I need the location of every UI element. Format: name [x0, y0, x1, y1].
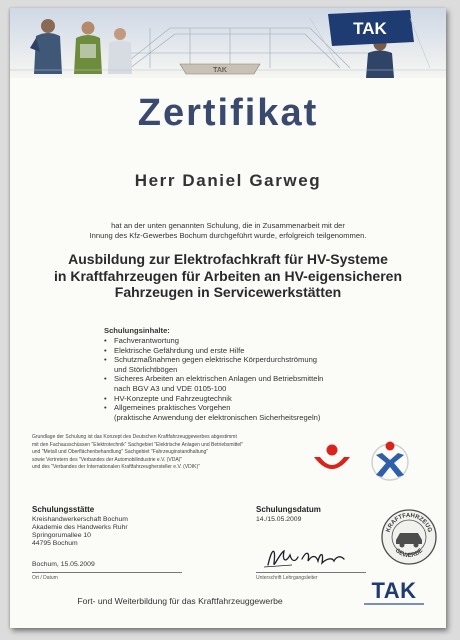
dguv-logo — [310, 441, 354, 479]
intro-line: hat an der unten genannten Schulung, die in Zusammenarbeit mit der — [111, 221, 345, 230]
legal-line: und "Metall und Oberflächenbehandlung" Sachgebiet "Fahrzeuginstandhaltung" — [32, 449, 209, 456]
list-item: • Sicheres Arbeiten an elektrischen Anlagen und Betriebsmitteln nach BGV A3 und VDE 0105-100 — [104, 374, 394, 393]
certificate-page — [10, 8, 446, 628]
sign-text: TAK — [353, 19, 387, 38]
course-title-line: Fahrzeugen in Servicewerkstätten — [114, 284, 342, 300]
course-title-line: Ausbildung zur Elektrofachkraft für HV-Systeme — [68, 251, 388, 267]
certificate-title: Zertifikat — [137, 92, 319, 134]
intro-line: Innung des Kfz-Gewerbes Bochum durchgeführt wurde, erfolgreich teilgenommen. — [89, 231, 367, 240]
address-line: 44795 Bochum — [32, 540, 78, 547]
course-title-line: in Kraftfahrzeugen für Arbeiten an HV-eigensicheren — [54, 267, 402, 284]
schulungsstaette-heading: Schulungsstätte — [32, 505, 95, 514]
list-item: • Elektrische Gefährdung und erste Hilfe — [104, 346, 394, 356]
address-line: Akademie des Handwerks Ruhr — [32, 524, 128, 531]
legal-line: mit den Fachausschüssen "Elektrotechnik" Sachgebiet "Elektrische Anlagen und Betriebsmittel" — [32, 441, 244, 448]
tak-logo-underline — [364, 603, 424, 605]
signature-line — [256, 572, 366, 573]
signature-caption: Unterschrift Lehrgangsleiter — [256, 575, 318, 581]
seal-top-text: KRAFTFAHRZEUG — [385, 512, 433, 534]
place-date-caption: Ort / Datum — [32, 575, 58, 581]
tak-sign-illustration — [328, 10, 414, 46]
safety-figure-logo — [368, 439, 412, 481]
list-item: • HV-Konzepte und Fahrzeugtechnik — [104, 394, 394, 404]
address-line: Kreishandwerkerschaft Bochum — [32, 516, 128, 523]
list-item: • Allgemeines praktisches Vorgehen (praktische Anwendung der elektronischen Sicherheitsregeln) — [104, 403, 394, 422]
place-date: Bochum, 15.05.2009 — [32, 561, 95, 568]
course-title — [40, 251, 416, 301]
schulungsdatum-heading: Schulungsdatum — [256, 505, 321, 514]
training-date: 14./15.05.2009 — [256, 516, 302, 523]
tak-logo-text: TAK — [371, 578, 417, 603]
contents-list — [104, 336, 394, 422]
legal-basis-text — [32, 434, 297, 472]
address-line: Springorumallee 10 — [32, 532, 91, 539]
tak-logo — [364, 579, 424, 609]
legal-line: Grundlage der Schulung ist das Konzept des Deutschen Kraftfahrzeuggewerbes abgestimmt — [32, 434, 237, 440]
training-address — [32, 516, 232, 548]
intro-text — [70, 221, 386, 241]
list-item: • Schutzmaßnahmen gegen elektrische Körperdurchströmung und Störlichtbögen — [104, 355, 394, 374]
roof-text: TAK — [213, 67, 227, 74]
list-item: • Fachverantwortung — [104, 336, 394, 346]
seal-bottom-text: GEWERBE — [393, 547, 425, 560]
recipient-name: Herr Daniel Garweg — [134, 171, 322, 190]
place-date-line — [32, 572, 182, 573]
footer-tagline: Fort- und Weiterbildung für das Kraftfahrzeuggewerbe — [77, 596, 283, 606]
kfz-gewerbe-seal — [380, 508, 438, 566]
legal-line: sowie Vertretern des "Verbandes der Automobilindustrie e.V. (VDA)" — [32, 456, 183, 463]
legal-line: und des "Verbandes der Internationalen Kraftfahrzeughersteller e.V. (VDIK)" — [32, 464, 200, 471]
signature — [262, 543, 352, 571]
contents-heading: Schulungsinhalte: — [104, 326, 170, 335]
header-illustration — [10, 8, 446, 78]
